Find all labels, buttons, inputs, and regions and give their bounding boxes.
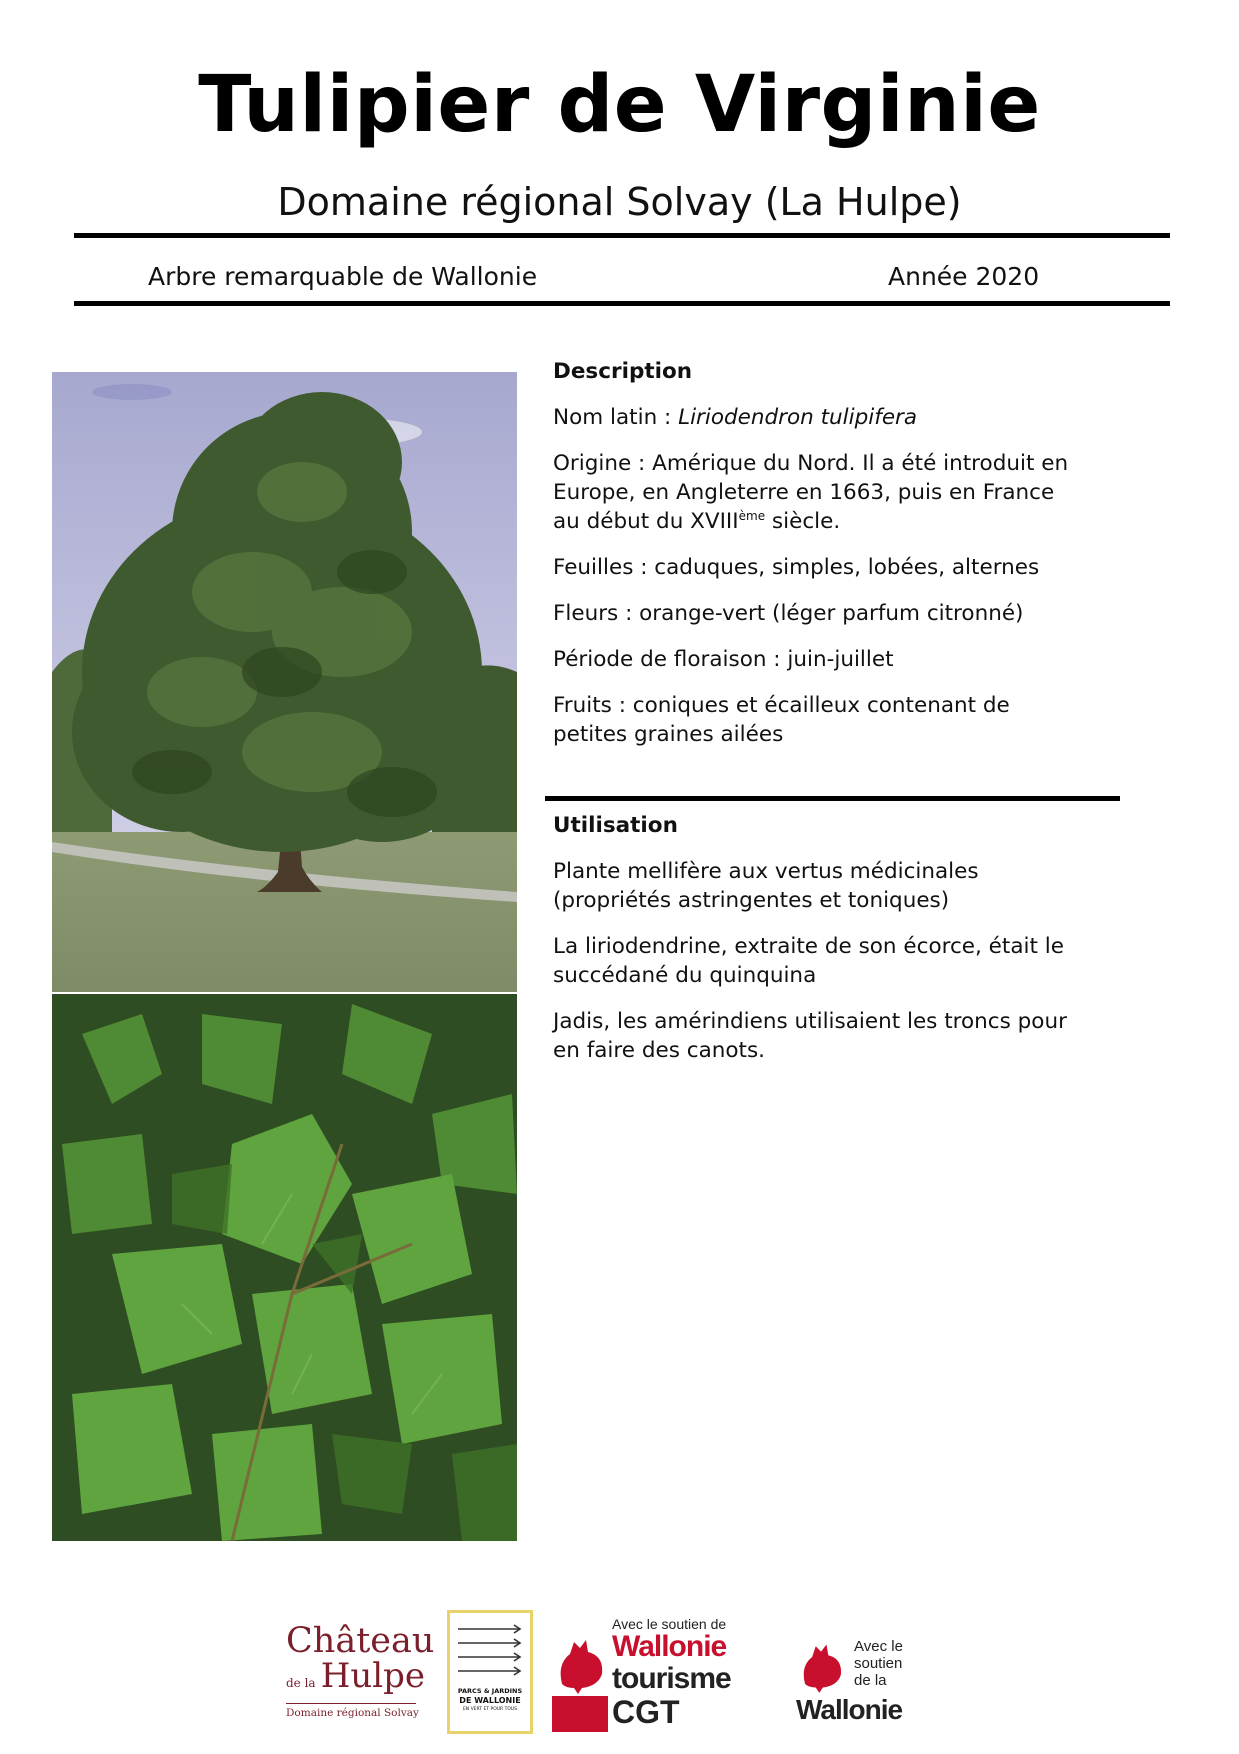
parcs-logo-line2: DE WALLONIE bbox=[459, 1696, 521, 1705]
origin-superscript: ème bbox=[738, 509, 766, 523]
section-divider bbox=[545, 796, 1120, 801]
wallonie-tourisme-logo bbox=[552, 1616, 752, 1736]
origin-text: Origine : Amérique du Nord. Il a été introduit en Europe, en Angleterre en 1663, puis en France au début du XVIII bbox=[553, 451, 1069, 534]
chateau-logo-line2a: de la bbox=[286, 1676, 316, 1690]
fruits-line: Fruits : coniques et écailleux contenant de petites graines ailées bbox=[553, 693, 1010, 747]
utilisation-paragraph-2: La liriodendrine, extraite de son écorce, était le succédané du quinquina bbox=[553, 934, 1064, 988]
page-title: Tulipier de Virginie bbox=[198, 60, 1041, 150]
chateau-hulpe-logo bbox=[286, 1621, 435, 1732]
origin-line bbox=[553, 449, 1073, 536]
cgt-badge bbox=[552, 1696, 608, 1732]
utilisation-section bbox=[553, 811, 1073, 1082]
arrows-icon bbox=[450, 1617, 530, 1687]
tourisme-logo-line3: tourisme bbox=[612, 1662, 731, 1695]
parcs-logo-line3: EN VERT ET POUR TOUS bbox=[462, 1707, 518, 1712]
wallonie-logo-line1: Avec le bbox=[854, 1638, 903, 1655]
tourisme-logo-line2: Wallonie bbox=[612, 1630, 727, 1663]
flowers-line: Fleurs : orange-vert (léger parfum citronné) bbox=[553, 601, 1024, 626]
tourisme-logo-line4: CGT bbox=[612, 1694, 680, 1730]
wallonie-logo-line2: soutien bbox=[854, 1655, 903, 1672]
description-heading: Description bbox=[553, 359, 693, 384]
latin-name-line bbox=[553, 403, 1073, 432]
tree-category: Arbre remarquable de Wallonie bbox=[148, 262, 538, 291]
leaves-line: Feuilles : caduques, simples, lobées, alternes bbox=[553, 555, 1040, 580]
latin-name-label: Nom latin : bbox=[553, 405, 679, 430]
parcs-logo-line1: PARCS & JARDINS bbox=[457, 1687, 523, 1695]
flowering-line: Période de floraison : juin-juillet bbox=[553, 647, 894, 672]
utilisation-paragraph-3: Jadis, les amérindiens utilisaient les troncs pour en faire des canots. bbox=[553, 1009, 1067, 1063]
description-section bbox=[553, 357, 1073, 766]
wallonie-support-logo bbox=[796, 1638, 946, 1738]
year-label: Année 2020 bbox=[888, 262, 1040, 291]
footer-logos bbox=[0, 1608, 1239, 1748]
wallonie-logo-line3: de la bbox=[854, 1672, 887, 1689]
parcs-jardins-logo bbox=[447, 1610, 533, 1734]
chateau-logo-line2b: Hulpe bbox=[320, 1656, 425, 1696]
utilisation-paragraph-1: Plante mellifère aux vertus médicinales (propriétés astringentes et toniques) bbox=[553, 859, 979, 913]
origin-end: siècle. bbox=[765, 509, 841, 534]
page-subtitle: Domaine régional Solvay (La Hulpe) bbox=[277, 180, 962, 224]
tourisme-logo-line1: Avec le soutien de bbox=[612, 1616, 727, 1632]
chateau-logo-line3: Domaine régional Solvay bbox=[286, 1707, 419, 1719]
leaves-photo bbox=[52, 994, 517, 1541]
utilisation-heading: Utilisation bbox=[553, 813, 678, 838]
wallonie-logo-line4: Wallonie bbox=[796, 1694, 903, 1725]
rooster-icon bbox=[552, 1634, 610, 1694]
latin-name: Liriodendron tulipifera bbox=[678, 405, 918, 430]
header-top-divider bbox=[74, 233, 1170, 238]
tree-photo bbox=[52, 372, 517, 992]
chateau-logo-line1: Château bbox=[286, 1621, 435, 1661]
header-bottom-divider bbox=[74, 301, 1170, 306]
rooster-icon bbox=[796, 1638, 848, 1694]
